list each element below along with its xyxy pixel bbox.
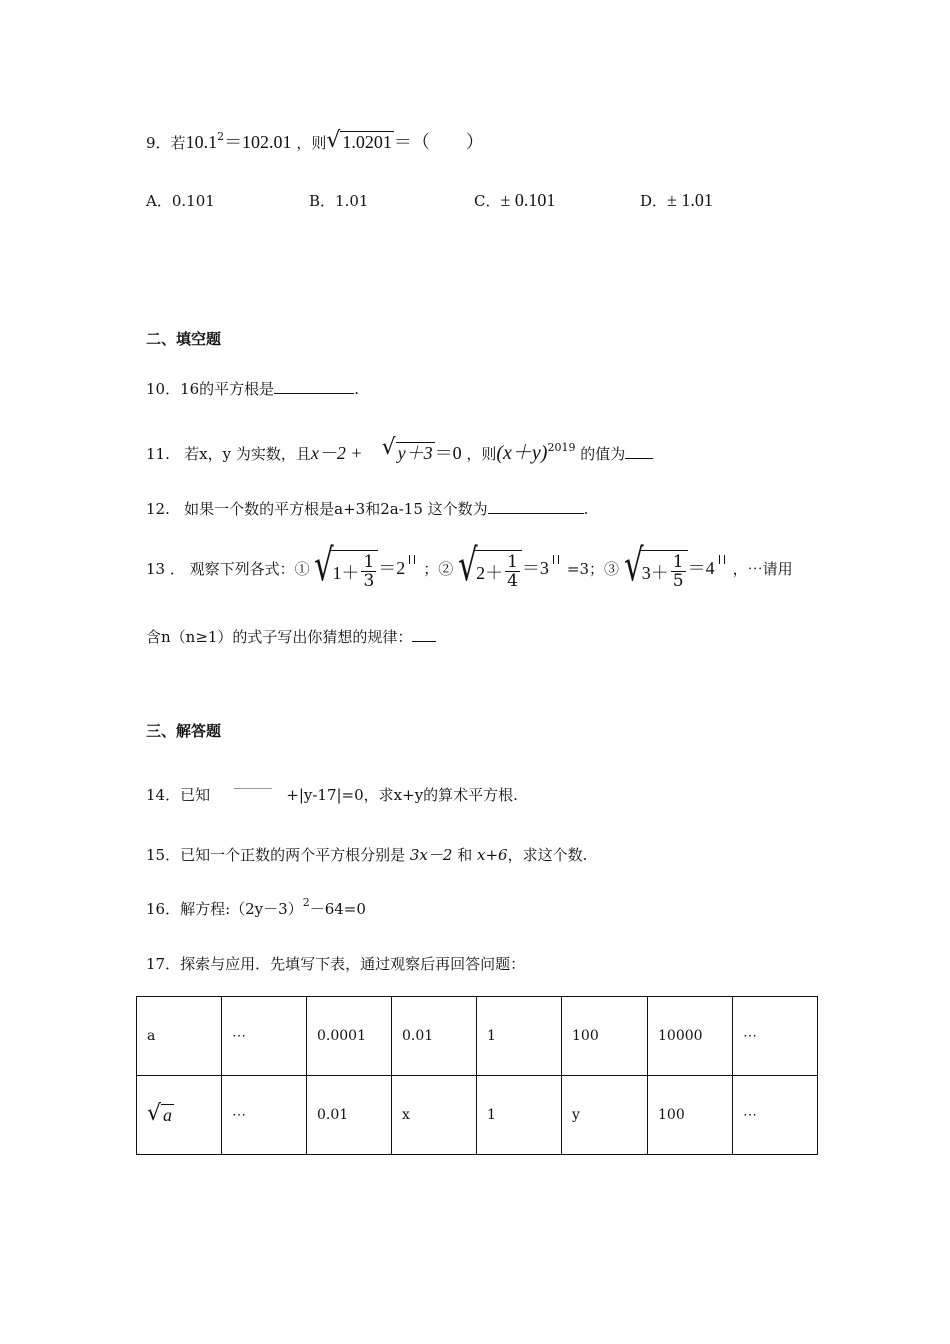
q9-if: 若 xyxy=(170,134,186,152)
q9-option-b: B．1.01 xyxy=(309,192,369,210)
table-cell xyxy=(137,1076,222,1155)
section-heading-answer: 三、解答题 xyxy=(146,722,222,740)
q9-answer-blank: ＝（ ） xyxy=(393,132,484,152)
answer-blank xyxy=(488,499,584,514)
q9-base: 10.1 xyxy=(185,132,218,152)
q13-broken-symbol-icon xyxy=(715,555,733,585)
question-11: 11. 若x，y 为实数，且x－2 + √ y＋3 ＝0 ，则$(x+y)^{2019}$ 的值为 xyxy=(146,436,653,465)
q9-option-c: C．± 0.101 xyxy=(474,190,556,210)
question-14: 14．已知 +|y-17|=0，求x+y的算术平方根. xyxy=(146,786,518,804)
table-cell: 0.0001 xyxy=(307,997,392,1076)
sqrt-sign-icon: √ xyxy=(326,128,341,153)
answer-blank xyxy=(412,627,436,642)
sqrt-sign-icon: √ xyxy=(623,540,644,591)
question-15: 15．已知一个正数的两个平方根分别是 3x－2 和 x+6，求这个数. xyxy=(146,846,588,864)
table-cell: x xyxy=(392,1076,477,1155)
question-10: 10．16的平方根是 . xyxy=(146,380,359,398)
q11-sqrt: √ y＋3 xyxy=(381,435,433,463)
question-9 xyxy=(146,128,484,154)
q9-exponent: 2 xyxy=(217,130,225,143)
question-12: 12. 如果一个数的平方根是a+3和2a-15 这个数为 . xyxy=(146,500,589,518)
table-cell: ⋯ xyxy=(222,1076,307,1155)
q13-broken-symbol-icon xyxy=(549,555,567,585)
table-cell: 0.01 xyxy=(392,997,477,1076)
table-cell: 1 xyxy=(477,997,562,1076)
table-cell: ⋯ xyxy=(733,997,818,1076)
question-13-line-2: 含n（n≥1）的式子写出你猜想的规律： xyxy=(146,626,436,647)
sqrt-sign-icon: √ xyxy=(381,435,396,460)
sqrt-table xyxy=(136,996,818,1155)
q13-sqrt-1: √ 1＋ $\frac{1}{3}$ xyxy=(314,550,378,590)
table-cell: 1 xyxy=(477,1076,562,1155)
q14-missing-radical-icon xyxy=(234,788,272,789)
q9-equals: ＝102.01 xyxy=(224,132,292,152)
q9-option-a: A．0.101 xyxy=(146,192,215,210)
q9-sqrt xyxy=(326,128,394,153)
table-row xyxy=(137,997,818,1076)
q9-option-d: D．± 1.01 xyxy=(640,190,713,210)
table-cell: ⋯ xyxy=(733,1076,818,1155)
table-cell: 0.01 xyxy=(307,1076,392,1155)
question-16: 16．解方程$:(2y-3)^2-64=0$ xyxy=(146,896,366,918)
table-cell: a xyxy=(137,997,222,1076)
section-heading-fill-blank: 二、填空题 xyxy=(146,330,222,348)
question-17: 17．探索与应用．先填写下表，通过观察后再回答问题： xyxy=(146,955,526,973)
table-cell: 100 xyxy=(648,1076,733,1155)
q9-sqrt-arg: 1.0201 xyxy=(342,132,392,152)
table-cell: 100 xyxy=(562,997,648,1076)
table-row xyxy=(137,1076,818,1155)
answer-blank xyxy=(274,379,354,394)
q9-number: 9． xyxy=(146,134,171,152)
q13-broken-symbol-icon xyxy=(405,555,423,585)
question-13: 13 ． 观察下列各式：① √ 1＋ $\frac{1}{3}$ ＝2 ；② √ 2＋ $\frac{1}{4}$ ＝3 =3；③ √ 3＋ $\frac{1}{5}$ ＝4 ，⋯请用 xyxy=(146,540,793,591)
q9-then: ，则 xyxy=(296,134,327,152)
q13-sqrt-2: √ 2＋ $\frac{1}{4}$ xyxy=(458,550,522,590)
answer-blank xyxy=(625,444,653,459)
table-cell: ⋯ xyxy=(222,997,307,1076)
sqrt-sign-icon: √ xyxy=(458,540,478,591)
q13-sqrt-3: √ 3＋ $\frac{1}{5}$ xyxy=(624,550,688,590)
table-cell: y xyxy=(562,1076,648,1155)
table-cell: 10000 xyxy=(648,997,733,1076)
sqrt-a: √ a xyxy=(147,1100,172,1126)
sqrt-sign-icon: √ xyxy=(147,1100,162,1126)
sqrt-sign-icon: √ xyxy=(314,540,335,591)
